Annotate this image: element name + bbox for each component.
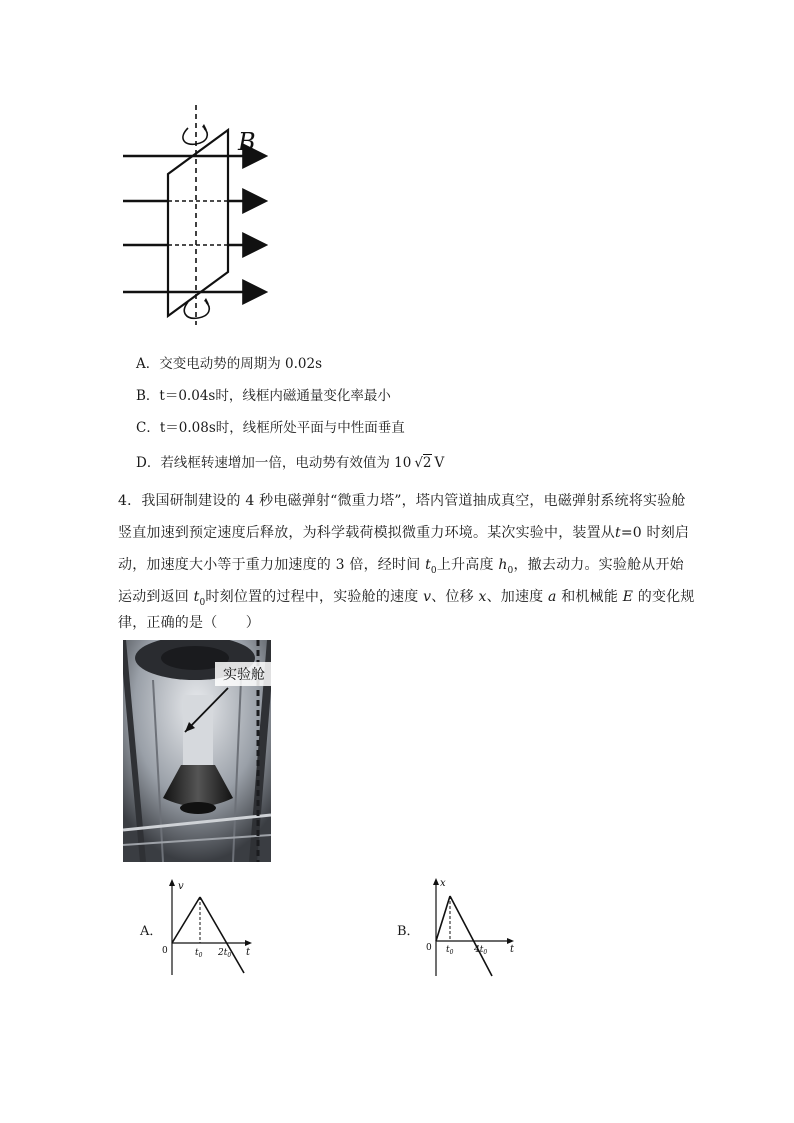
graph-a-tick2: $2t_0$ [218, 948, 232, 959]
question4-line1: 4．我国研制建设的 4 秒电磁弹射“微重力塔”，塔内管道抽成真空，电磁弹射系统将实验舱 [118, 493, 686, 509]
graph-b-tick1: $t_0$ [446, 945, 454, 956]
graph-a-origin: 0 [162, 946, 168, 956]
option-d: D．若线框转速增加一倍，电动势有效值为 10 √2 V [136, 455, 445, 471]
option-c: C．t＝0.08s时，线框所处平面与中性面垂直 [136, 420, 405, 436]
rotation-arrow-bottom [184, 302, 209, 318]
rotating-coil-figure [118, 100, 278, 330]
question4-line4: 运动到返回 $t_0$时刻位置的过程中，实验舱的速度 v、位移 x、加速度 a 和机械能 E 的变化规 [118, 589, 695, 608]
question4-line5: 律，正确的是（ ） [118, 615, 260, 631]
graph-b-y-label: x [440, 878, 446, 889]
graph-a-option: A． [140, 924, 163, 939]
rotation-arrow-top [183, 128, 207, 144]
graph-b-tick2: $4t_0$ [474, 945, 488, 956]
graph-b [422, 872, 532, 982]
graph-a [160, 875, 270, 985]
question4-line3: 动，加速度大小等于重力加速度的 3 倍，经时间 $t_0$上升高度 $h_0$，撤去动力。实验舱从开始 [118, 557, 684, 576]
field-label-b: B [238, 128, 256, 156]
graph-b-x-label: t [510, 944, 515, 955]
option-b: B．t＝0.04s时，线框内磁通量变化率最小 [136, 388, 391, 404]
graph-b-line-fall [450, 896, 492, 976]
coil-frame [168, 130, 228, 316]
graph-b-line-rise [436, 896, 450, 941]
graph-a-tick1: $t_0$ [195, 948, 203, 959]
graph-a-line-fall [200, 897, 244, 973]
graph-a-x-label: t [246, 947, 251, 958]
graph-b-origin: 0 [426, 943, 432, 953]
graph-a-y-label: v [178, 881, 184, 892]
photo-label: 实验舱 [223, 667, 265, 683]
option-a: A．交变电动势的周期为 0.02s [136, 356, 323, 372]
tower-photo [123, 640, 271, 862]
graph-a-line-rise [172, 897, 200, 943]
question4-line2: 竖直加速到预定速度后释放，为科学载荷模拟微重力环境。某次实验中，装置从t=0 时刻启 [118, 525, 690, 541]
graph-b-option: B． [397, 924, 420, 939]
